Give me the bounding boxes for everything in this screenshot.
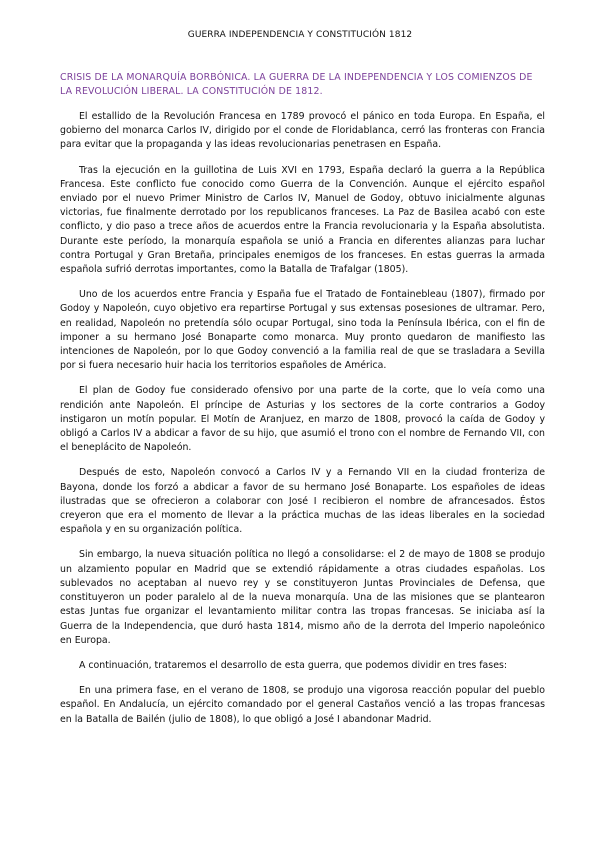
paragraph: El estallido de la Revolución Francesa en 1789 provocó el pánico en toda Europa. En España, el gobierno del monarca Carlos IV, dirigido por el conde de Floridablanca, cerró las fronteras con Francia para evitar que la propaganda y las ideas revolucionarias penetrasen en España. — [60, 111, 545, 151]
document-body — [60, 110, 545, 738]
paragraph: Sin embargo, la nueva situación política no llegó a consolidarse: el 2 de mayo de 1808 se produjo un alzamiento popular en Madrid que se extendió rápidamente a otras ciudades españolas. Los sublevados no aceptaban al nuevo rey y se constituyeron Juntas Provinciales de Defensa, que constituyeron un poder paralelo al de la nueva monarquía. Una de las misiones que se plantearon estas Juntas fue organizar el levantamiento militar contra las tropas francesas. Se iniciaba así la Guerra de la Independencia, que duró hasta 1814, mismo año de la derrota del Imperio napoleónico en Europa. — [60, 549, 545, 646]
paragraph: Uno de los acuerdos entre Francia y España fue el Tratado de Fontainebleau (1807), firmado por Godoy y Napoleón, cuyo objetivo era repartirse Portugal y sus extensas posesiones de ultramar. Pero, en realidad, Napoleón no pretendía sólo ocupar Portugal, sino toda la Península Ibérica, con el fin de imponer a su hermano José Bonaparte como monarca. Muy pronto quedaron de manifiesto las intenciones de Napoleón, por lo que Godoy convenció a la familia real de que se trasladara a Sevilla por si fuera necesario huir hacia los territorios españoles de América. — [60, 289, 545, 372]
paragraph: A continuación, trataremos el desarrollo de esta guerra, que podemos dividir en tres fases: — [79, 659, 507, 671]
document-title: CRISIS DE LA MONARQUÍA BORBÓNICA. LA GUERRA DE LA INDEPENDENCIA Y LOS COMIENZOS DE LA REVOLUCIÓN LIBERAL. LA CONSTITUCIÓN DE 1812. — [60, 72, 533, 97]
paragraph: Después de esto, Napoleón convocó a Carlos IV y a Fernando VII en la ciudad fronteriza de Bayona, donde los forzó a abdicar a favor de su hermano José Bonaparte. Los españoles de ideas ilustradas que se ofrecieron a colaborar con José I recibieron el nombre de afrancesados. Éstos creyeron que era el momento de llevar a la práctica muchas de las ideas liberales en la sociedad española y en su organización política. — [60, 467, 545, 536]
paragraph: El plan de Godoy fue considerado ofensivo por una parte de la corte, que lo veía como una rendición ante Napoleón. El príncipe de Asturias y los sectores de la corte contrarios a Godoy instigaron un motín popular. El Motín de Aranjuez, en marzo de 1808, provocó la caída de Godoy y obligó a Carlos IV a abdicar a favor de su hijo, que asumió el trono con el nombre de Fernando VII, con el beneplácito de Napoleón. — [60, 385, 545, 454]
running-header: GUERRA INDEPENDENCIA Y CONSTITUCIÓN 1812 — [187, 30, 413, 40]
paragraph: Tras la ejecución en la guillotina de Luis XVI en 1793, España declaró la guerra a la República Francesa. Este conflicto fue conocido como Guerra de la Convención. Aunque el ejército español enviado por el nuevo Primer Ministro de Carlos IV, Manuel de Godoy, obtuvo inicialmente algunas victorias, fue finalmente derrotado por los republicanos franceses. La Paz de Basilea acabó con este conflicto, y dio paso a trece años de acuerdos entre la Francia revolucionaria y la España absolutista. Durante este período, la monarquía española se unió a Francia en diferentes alianzas para luchar contra Portugal y Gran Bretaña, principales enemigos de los franceses. En estas guerras la armada española sufrió derrotas importantes, como la Batalla de Trafalgar (1805). — [60, 164, 545, 276]
paragraph: En una primera fase, en el verano de 1808, se produjo una vigorosa reacción popular del pueblo español. En Andalucía, un ejército comandado por el general Castaños venció a las tropas francesas en la Batalla de Bailén (julio de 1808), lo que obligó a José I abandonar Madrid. — [60, 685, 545, 725]
